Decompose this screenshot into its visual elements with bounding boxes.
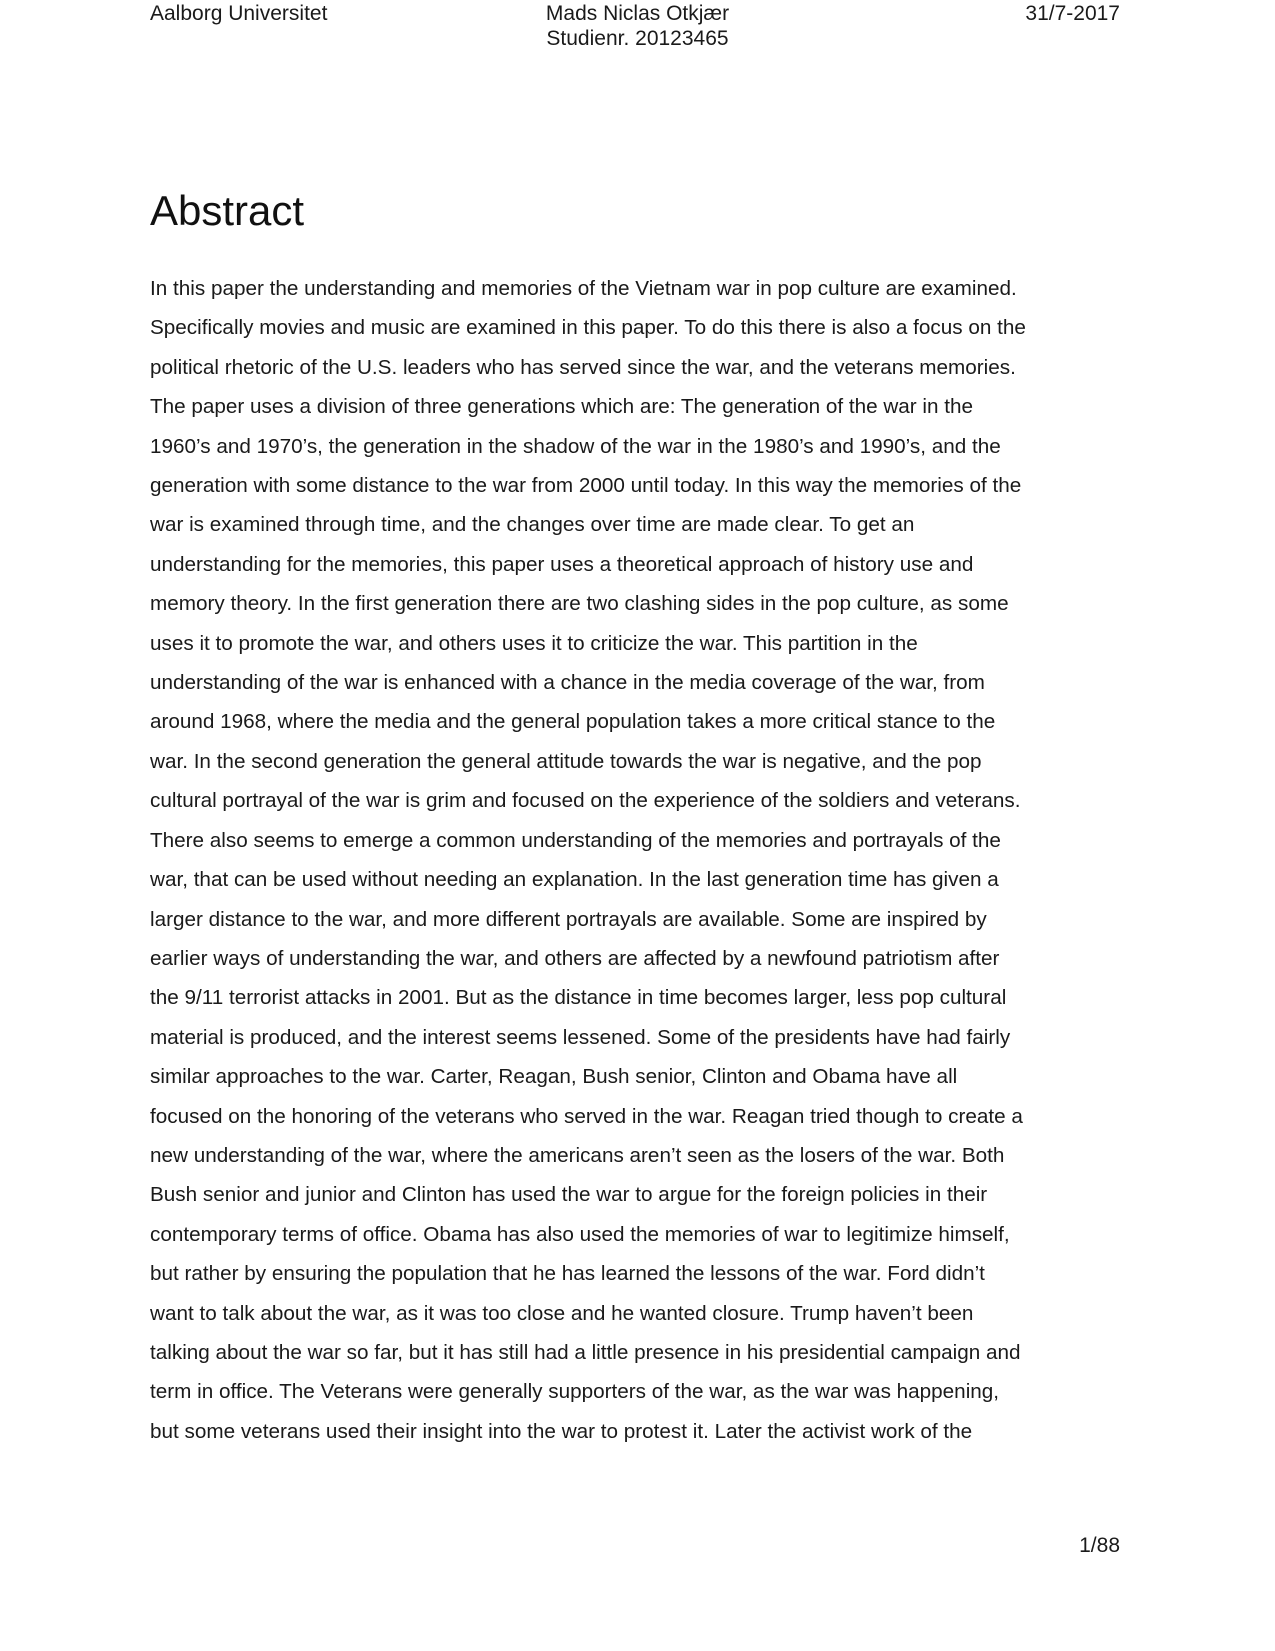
abstract-line: term in office. The Veterans were generally supporters of the war, as the war was happening,: [150, 1380, 1000, 1404]
abstract-line: 1960’s and 1970’s, the generation in the shadow of the war in the 1980’s and 1990’s, and the: [150, 434, 1001, 458]
abstract-line: similar approaches to the war. Carter, Reagan, Bush senior, Clinton and Obama have all: [150, 1065, 958, 1089]
abstract-line: political rhetoric of the U.S. leaders who has served since the war, and the veterans memories.: [150, 355, 1016, 379]
header-date: 31/7-2017: [1025, 2, 1120, 25]
abstract-line: new understanding of the war, where the americans aren’t seen as the losers of the war. Both: [150, 1143, 1005, 1167]
abstract-line: around 1968, where the media and the general population takes a more critical stance to the: [150, 710, 996, 734]
abstract-line: memory theory. In the first generation there are two clashing sides in the pop culture, as some: [150, 592, 1009, 616]
abstract-line: larger distance to the war, and more different portrayals are available. Some are inspired by: [150, 907, 987, 931]
abstract-line: contemporary terms of office. Obama has also used the memories of war to legitimize himself,: [150, 1222, 1010, 1246]
page-number: 1/88: [1079, 1534, 1120, 1557]
abstract-line: Bush senior and junior and Clinton has used the war to argue for the foreign policies in their: [150, 1183, 988, 1207]
abstract-line: war, that can be used without needing an explanation. In the last generation time has given a: [150, 868, 999, 892]
page-title: Abstract: [150, 187, 305, 234]
abstract-line: earlier ways of understanding the war, and others are affected by a newfound patriotism after: [150, 946, 1000, 970]
abstract-line: generation with some distance to the war from 2000 until today. In this way the memories of the: [150, 474, 1022, 498]
abstract-line: talking about the war so far, but it has still had a little presence in his presidential campaign and: [150, 1340, 1021, 1364]
abstract-line: cultural portrayal of the war is grim and focused on the experience of the soldiers and veterans.: [150, 789, 1021, 813]
abstract-line: the 9/11 terrorist attacks in 2001. But as the distance in time becomes larger, less pop cultural: [150, 986, 1007, 1010]
header-student-number: Studienr. 20123465: [546, 27, 729, 50]
abstract-line: Specifically movies and music are examined in this paper. To do this there is also a focus on the: [150, 316, 1026, 340]
header-author: Mads Niclas Otkjær: [545, 2, 730, 25]
abstract-line: There also seems to emerge a common understanding of the memories and portrayals of the: [150, 828, 1001, 852]
abstract-line: want to talk about the war, as it was too close and he wanted closure. Trump haven’t been: [150, 1301, 974, 1325]
abstract-line: understanding of the war is enhanced with a chance in the media coverage of the war, from: [150, 671, 985, 695]
abstract-line: but some veterans used their insight into the war to protest it. Later the activist work of the: [150, 1419, 973, 1443]
abstract-line: but rather by ensuring the population that he has learned the lessons of the war. Ford didn’t: [150, 1262, 985, 1286]
header-institution: Aalborg Universitet: [150, 2, 328, 25]
abstract-line: material is produced, and the interest seems lessened. Some of the presidents have had fairly: [150, 1025, 1011, 1049]
abstract-line: In this paper the understanding and memories of the Vietnam war in pop culture are examined.: [150, 277, 1017, 300]
abstract-line: uses it to promote the war, and others uses it to criticize the war. This partition in the: [150, 631, 918, 655]
abstract-line: The paper uses a division of three generations which are: The generation of the war in the: [150, 395, 974, 419]
abstract-line: war. In the second generation the general attitude towards the war is negative, and the pop: [150, 749, 982, 773]
abstract-line: focused on the honoring of the veterans who served in the war. Reagan tried though to create a: [150, 1104, 1023, 1128]
abstract-line: understanding for the memories, this paper uses a theoretical approach of history use and: [150, 552, 974, 576]
abstract-body: [150, 269, 1130, 1451]
abstract-line: war is examined through time, and the changes over time are made clear. To get an: [150, 513, 915, 537]
